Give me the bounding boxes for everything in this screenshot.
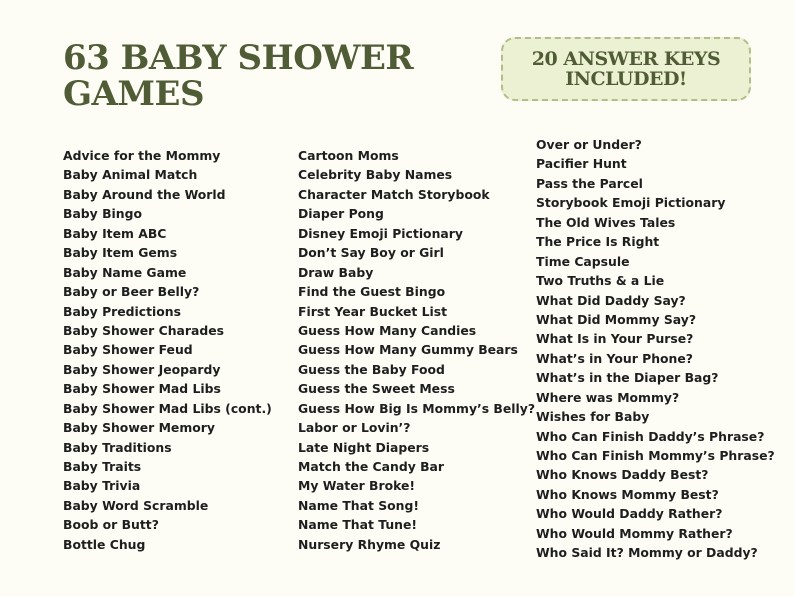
game-list-item: Who Can Finish Daddy’s Phrase? — [536, 428, 765, 444]
game-list-item: Bottle Chug — [63, 536, 146, 552]
game-list-item: Over or Under? — [536, 137, 642, 152]
game-list-item: Advice for the Mommy — [63, 148, 221, 163]
game-list-item: Baby Item Gems — [63, 245, 178, 261]
game-list-item: Cartoon Moms — [298, 148, 399, 163]
game-list-item: Baby Traditions — [63, 439, 172, 455]
game-list-item: Baby Name Game — [63, 264, 187, 280]
game-list-item: Baby Shower Jeopardy — [63, 361, 221, 377]
games-list-column-1 — [63, 146, 272, 554]
game-list-item: Who Would Mommy Rather? — [536, 525, 733, 541]
game-list-item: My Water Broke! — [298, 478, 416, 494]
game-list-item: What’s in Your Phone? — [536, 350, 693, 366]
game-list-item: Guess the Baby Food — [298, 361, 445, 377]
game-list-item: Baby Animal Match — [63, 167, 198, 183]
games-list-column-3 — [536, 135, 775, 563]
game-list-item: Character Match Storybook — [298, 186, 490, 202]
game-list-item: Who Knows Mommy Best? — [536, 486, 719, 502]
game-list-item: Baby Around the World — [63, 186, 226, 202]
game-list-item: Who Would Daddy Rather? — [536, 506, 723, 522]
game-list-item: The Price Is Right — [536, 234, 660, 250]
game-list-item: Baby Shower Mad Libs (cont.) — [63, 400, 272, 416]
game-list-item: Guess How Big Is Mommy’s Belly? — [298, 400, 536, 416]
game-list-item: Baby Item ABC — [63, 225, 167, 241]
game-list-item: Draw Baby — [298, 264, 374, 280]
game-list-item: Nursery Rhyme Quiz — [298, 536, 441, 552]
game-list-item: Two Truths & a Lie — [536, 273, 665, 289]
answer-keys-badge-label: 20 ANSWER KEYS INCLUDED! — [531, 48, 721, 90]
game-list-item: Where was Mommy? — [536, 389, 680, 405]
game-list-item: Celebrity Baby Names — [298, 167, 453, 183]
game-list-item: Baby Traits — [63, 459, 142, 474]
game-list-item: Baby Shower Mad Libs — [63, 381, 221, 397]
game-list-item: Who Said It? Mommy or Daddy? — [536, 545, 758, 561]
game-list-item: Baby Bingo — [63, 206, 142, 222]
game-list-item: Baby Trivia — [63, 478, 141, 494]
game-list-item: Find the Guest Bingo — [298, 284, 446, 300]
game-list-item: First Year Bucket List — [298, 303, 448, 319]
game-list-item: What Did Mommy Say? — [536, 311, 697, 327]
game-list-item: What’s in the Diaper Bag? — [536, 370, 719, 386]
games-list-column-2 — [298, 146, 535, 554]
game-list-item: Storybook Emoji Pictionary — [536, 195, 726, 211]
game-list-item: What Did Daddy Say? — [536, 292, 686, 308]
game-list-item: Baby Shower Charades — [63, 322, 224, 338]
game-list-item: Match the Candy Bar — [298, 459, 445, 474]
game-list-item: Baby Word Scramble — [63, 497, 209, 513]
game-list-item: The Old Wives Tales — [536, 214, 676, 230]
game-list-item: Baby Shower Memory — [63, 420, 215, 436]
game-list-item: Guess How Many Gummy Bears — [298, 342, 518, 358]
game-list-item: Guess the Sweet Mess — [298, 381, 455, 397]
game-list-item: Time Capsule — [536, 253, 630, 269]
game-list-item: Wishes for Baby — [536, 409, 650, 425]
game-list-item: Guess How Many Candies — [298, 322, 477, 338]
game-list-item: Pacifier Hunt — [536, 156, 627, 172]
game-list-item: Baby or Beer Belly? — [63, 284, 200, 300]
game-list-item: What Is in Your Purse? — [536, 331, 694, 347]
answer-keys-badge — [501, 37, 751, 101]
game-list-item: Don’t Say Boy or Girl — [298, 245, 444, 261]
game-list-item: Boob or Butt? — [63, 517, 159, 533]
game-list-item: Diaper Pong — [298, 206, 384, 222]
game-list-item: Name That Song! — [298, 497, 420, 513]
game-list-item: Late Night Diapers — [298, 439, 430, 455]
game-list-item: Name That Tune! — [298, 517, 418, 533]
game-list-item: Pass the Parcel — [536, 175, 643, 191]
game-list-item: Disney Emoji Pictionary — [298, 225, 463, 241]
game-list-item: Labor or Lovin’? — [298, 420, 411, 436]
page-title: 63 BABY SHOWER GAMES — [63, 38, 414, 114]
game-list-item: Baby Shower Feud — [63, 342, 193, 358]
game-list-item: Baby Predictions — [63, 303, 182, 319]
game-list-item: Who Knows Daddy Best? — [536, 467, 709, 483]
game-list-item: Who Can Finish Mommy’s Phrase? — [536, 448, 775, 463]
